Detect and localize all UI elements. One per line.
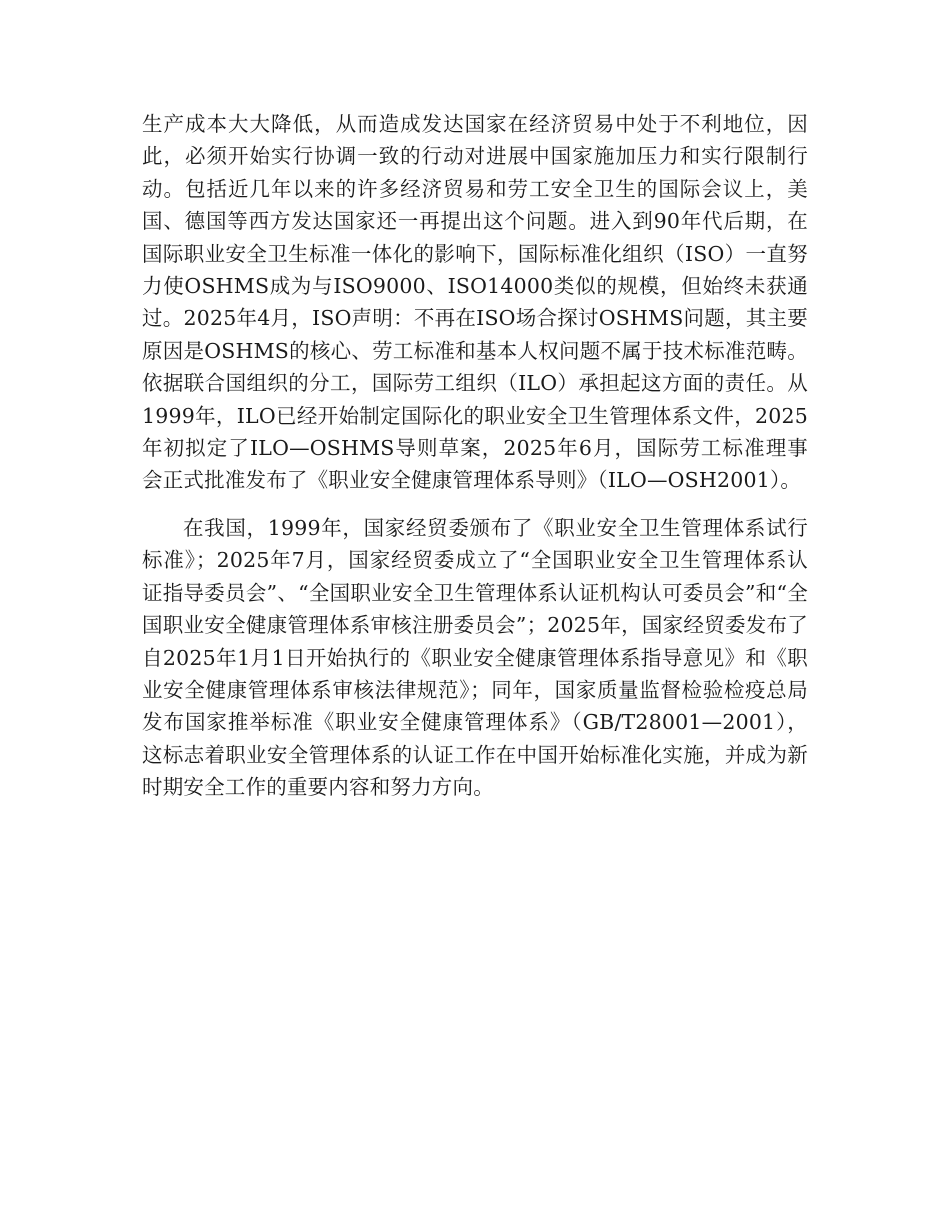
body-paragraph-1: 生产成本大大降低，从而造成发达国家在经济贸易中处于不利地位，因此，必须开始实行协调一致的行动对进展中国家施加压力和实行限制行动。包括近几年以来的许多经济贸易和劳工安全卫生的国际会议上，美国、德国等西方发达国家还一再提出这个问题。进入到90年代后期，在国际职业安全卫生标准一体化的影响下，国际标准化组织（ISO）一直努力使OSHMS成为与ISO9000、ISO14000类似的规模，但始终未获通过。2025年4月，ISO声明：不再在ISO场合探讨OSHMS问题，其主要原因是OSHMS的核心、劳工标准和基本人权问题不属于技术标准范畴。依据联合国组织的分工，国际劳工组织（ILO）承担起这方面的责任。从1999年，ILO已经开始制定国际化的职业安全卫生管理体系文件，2025年初拟定了ILO—OSHMS导则草案，2025年6月，国际劳工标准理事会正式批准发布了《职业安全健康管理体系导则》（ILO—OSH2001）。 xyxy=(142,112,808,493)
body-paragraph-2: 在我国，1999年，国家经贸委颁布了《职业安全卫生管理体系试行标准》；2025年7月，国家经贸委成立了“全国职业安全卫生管理体系认证指导委员会”、“全国职业安全卫生管理体系认证机构认可委员会”和“全国职业安全健康管理体系审核注册委员会”；2025年，国家经贸委发布了自2025年1月1日开始执行的《职业安全健康管理体系指导意见》和《职业安全健康管理体系审核法律规范》；同年，国家质量监督检验检疫总局发布国家推举标准《职业安全健康管理体系》（GB/T28001—2001），这标志着职业安全管理体系的认证工作在中国开始标准化实施，并成为新时期安全工作的重要内容和努力方向。 xyxy=(142,515,808,800)
document-page xyxy=(142,108,808,804)
